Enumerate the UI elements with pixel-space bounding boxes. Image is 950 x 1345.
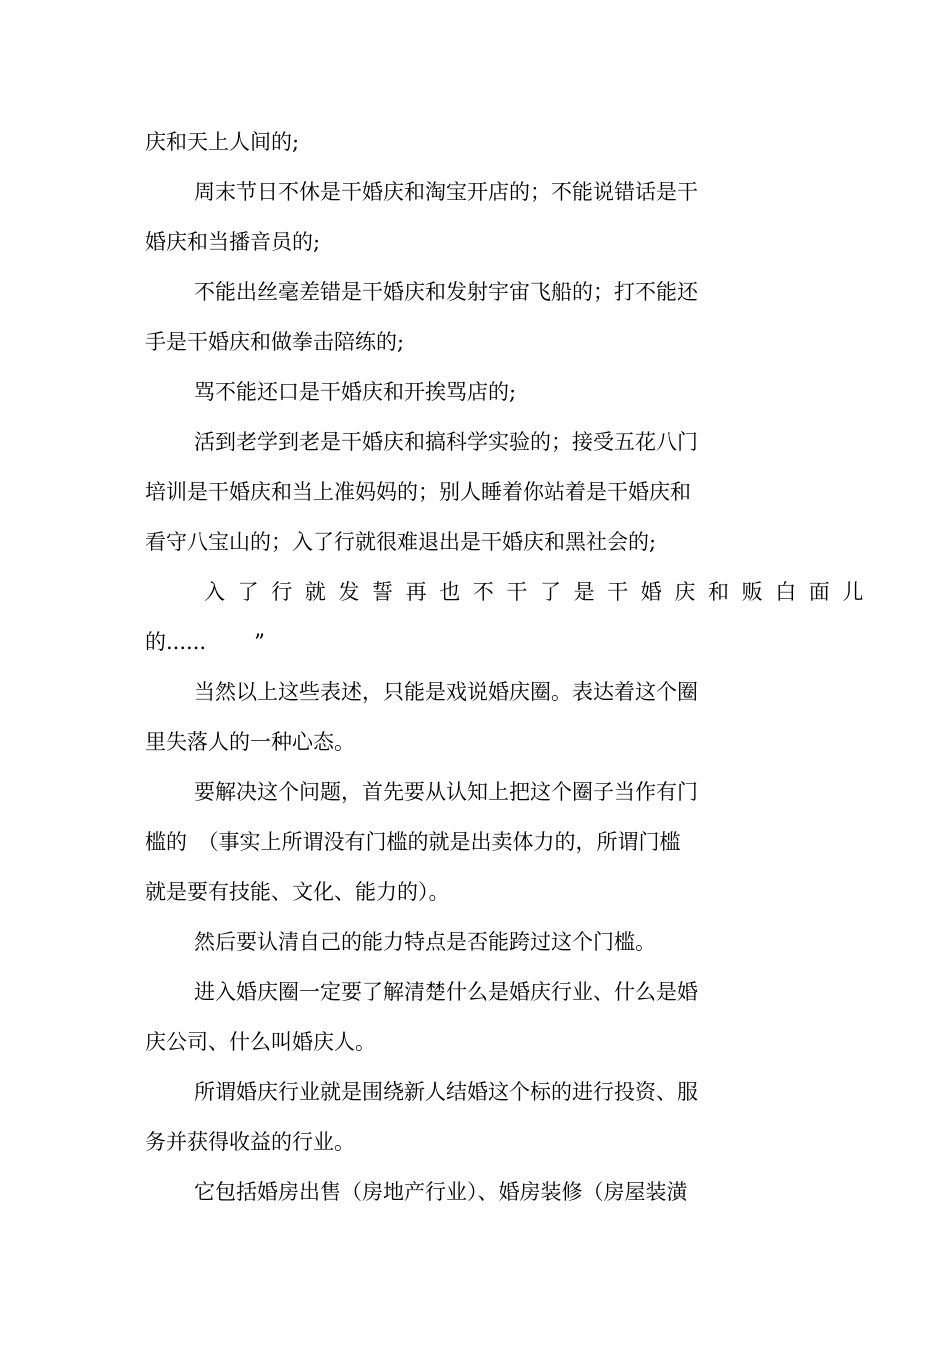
paragraph-line: 里失落人的一种心态。 bbox=[145, 730, 355, 754]
paragraph-line: 庆公司、什么叫婚庆人。 bbox=[145, 1030, 376, 1054]
paragraph-line: 不能出丝毫差错是干婚庆和发射宇宙飞船的；打不能还 bbox=[194, 280, 698, 304]
paragraph-line: 要解决这个问题，首先要从认知上把这个圈子当作有门 bbox=[194, 780, 698, 804]
paragraph-line: 骂不能还口是干婚庆和开挨骂店的; bbox=[194, 380, 517, 404]
paragraph-line: 手是干婚庆和做拳击陪练的; bbox=[145, 330, 405, 354]
paragraph-line: 它包括婚房出售（房地产行业）、婚房装修（房屋装潢 bbox=[194, 1180, 688, 1204]
paragraph-line: 婚庆和当播音员的; bbox=[145, 230, 321, 254]
paragraph-line: 所谓婚庆行业就是围绕新人结婚这个标的进行投资、服 bbox=[194, 1080, 698, 1104]
paragraph-line bbox=[145, 629, 265, 655]
ellipsis-text: 的...... bbox=[145, 630, 207, 654]
paragraph-line: 槛的 （事实上所谓没有门槛的就是出卖体力的，所谓门槛 bbox=[145, 830, 681, 854]
paragraph-line: 进入婚庆圈一定要了解清楚什么是婚庆行业、什么是婚 bbox=[194, 980, 698, 1004]
paragraph-line: 培训是干婚庆和当上准妈妈的；别人睡着你站着是干婚庆和 bbox=[145, 480, 691, 504]
paragraph-line: 周末节日不休是干婚庆和淘宝开店的；不能说错话是干 bbox=[194, 180, 698, 204]
closing-quote: ” bbox=[254, 630, 265, 654]
paragraph-line-spaced: 入了行就发誓再也不干了是干婚庆和贩白面儿 bbox=[204, 580, 876, 604]
paragraph-line: 当然以上这些表述，只能是戏说婚庆圈。表达着这个圈 bbox=[194, 680, 698, 704]
text-line-1: 庆和天上人间的; bbox=[145, 130, 300, 154]
paragraph-line: 然后要认清自己的能力特点是否能跨过这个门槛。 bbox=[194, 930, 656, 954]
paragraph-line: 活到老学到老是干婚庆和搞科学实验的；接受五花八门 bbox=[194, 430, 698, 454]
paragraph-line: 看守八宝山的；入了行就很难退出是干婚庆和黑社会的; bbox=[145, 530, 657, 554]
paragraph-line: 就是要有技能、文化、能力的）。 bbox=[145, 880, 450, 904]
paragraph-line: 务并获得收益的行业。 bbox=[145, 1130, 355, 1154]
